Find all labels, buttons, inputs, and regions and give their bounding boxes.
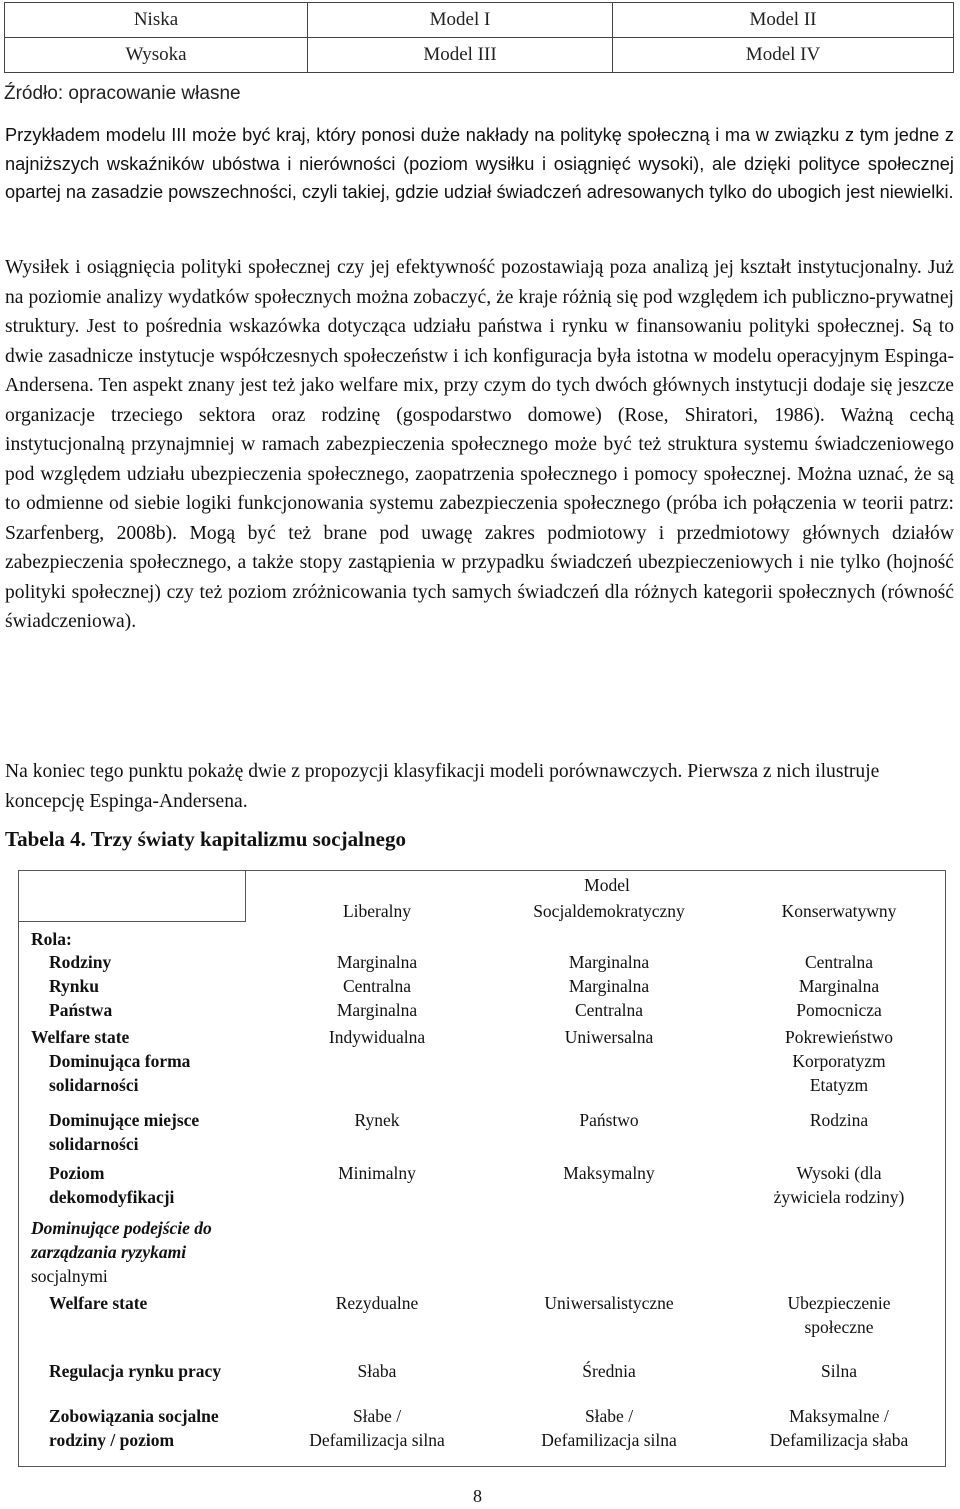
table-cell: Wysoka [5, 38, 308, 73]
row-label: rodziny / poziom [49, 1430, 175, 1450]
table-cell: Pokrewieństwo [785, 1027, 893, 1047]
table-cell: Marginalna [336, 1000, 418, 1020]
table-cell: Słabe / [352, 1406, 402, 1426]
table-cell: Marginalna [568, 976, 650, 996]
table-cell: Model II [613, 3, 954, 38]
paragraph: Wysiłek i osiągnięcia polityki społecznej czy jej efektywność pozostawiają poza analizą jej kształt instytucjonalny. Już na poziomie analizy wydatków społecznych można zobaczyć, że kraje różnią się pod względem ich publiczno-prywatnej struktury. Jest to pośrednia wskazówka dotycząca udziału państwa i rynku w finansowaniu polityki społecznej. Są to dwie zasadnicze instytucje współczesnych społeczeństw i ich konfiguracja była istotna w modelu operacyjnym Espinga-Andersena. Ten aspekt znany jest też jako welfare mix, przy czym do tych dwóch głównych instytucji dodaje się jeszcze organizacje trzeciego sektora oraz rodzinę (gospodarstwo domowe) (Rose, Shiratori, 1986). Ważną cechą instytucjonalną przynajmniej w ramach zabezpieczenia społecznego może być też struktura systemu świadczeniowego pod względem udziału ubezpieczenia społecznego, zaopatrzenia społecznego i pomocy społecznej. Można uznać, że są to odmienne od siebie logiki funkcjonowania systemu zabezpieczenia społecznego (próba ich połączenia w teorii patrz: Szarfenberg, 2008b). Mogą być też brane pod uwagę zakres podmiotowy i przedmiotowy głównych działów zabezpieczenia społecznego, a także stopy zastąpienia w przypadku świadczeń ubezpieczeniowych i nie tylko (hojność polityki społecznej) czy też poziom zróżnicowania tych samych świadczeń dla różnych kategorii społecznych (równość świadczeniowa). [5, 257, 954, 632]
paragraph: Przykładem modelu III może być kraj, który ponosi duże nakłady na politykę społeczną i ma w związku z tym jedne z najniższych wskaźników ubóstwa i nierówności (poziom wysiłku i osiągnięć wysoki), ale dzięki polityce społecznej opartej na zasadzie powszechności, czyli takiej, gdzie udział świadczeń adresowanych tylko do ubogich jest niewielki. [5, 125, 954, 203]
row-label: Dominujące miejsce [49, 1110, 200, 1130]
table-title: Tabela 4. Trzy światy kapitalizmu socjalnego [5, 827, 406, 851]
table-cell: Maksymalne / [789, 1406, 889, 1426]
welfare-regimes-table [18, 870, 946, 1467]
table-cell: Korporatyzm [792, 1051, 886, 1071]
table-cell: Państwo [579, 1110, 639, 1130]
table-cell: Silna [821, 1361, 857, 1381]
empty-header-cell [19, 871, 246, 922]
table-cell: Defamilizacja silna [541, 1430, 677, 1450]
table-cell: Średnia [582, 1361, 636, 1381]
row-label: Poziom [49, 1163, 105, 1183]
model-header: Model [584, 875, 630, 895]
column-header: Liberalny [342, 901, 412, 921]
row-label: socjalnymi [31, 1266, 108, 1286]
table-cell: Model I [308, 3, 613, 38]
row-label: solidarności [49, 1075, 139, 1095]
table-cell: Centralna [342, 976, 412, 996]
table-cell: Rodzina [809, 1110, 869, 1130]
table-cell: Marginalna [568, 952, 650, 972]
classification-table [4, 2, 954, 73]
row-label: Welfare state [31, 1027, 130, 1047]
table-cell: Pomocnicza [796, 1000, 882, 1020]
table-cell: Indywidualna [328, 1027, 426, 1047]
row-label: Rola: [31, 929, 72, 949]
column-header: Socjaldemokratyczny [533, 901, 685, 921]
table-cell: Marginalna [336, 952, 418, 972]
table-cell: Słaba [357, 1361, 397, 1381]
table-cell: Defamilizacja silna [309, 1430, 445, 1450]
row-label: dekomodyfikacji [49, 1187, 175, 1207]
page-number: 8 [473, 1486, 482, 1506]
table-cell: Uniwersalna [564, 1027, 654, 1047]
table-cell: Model III [308, 38, 613, 73]
table-cell: Model IV [613, 38, 954, 73]
table-cell: Wysoki (dla [796, 1163, 882, 1183]
table-cell: Defamilizacja słaba [769, 1430, 909, 1450]
row-label: Rynku [49, 976, 99, 996]
row-label: Zobowiązania socjalne [49, 1406, 219, 1426]
table-cell: Ubezpieczenie [787, 1293, 891, 1313]
table-cell: społeczne [804, 1317, 874, 1337]
table-row [5, 3, 954, 38]
table-cell: Centralna [574, 1000, 644, 1020]
table-cell: Minimalny [338, 1163, 416, 1183]
table-row [5, 38, 954, 73]
row-label: Państwa [49, 1000, 113, 1020]
table-cell: Rynek [354, 1110, 400, 1130]
table-cell: Niska [5, 3, 308, 38]
table-cell: żywiciela rodziny) [773, 1187, 905, 1207]
table-cell: Rezydualne [335, 1293, 419, 1313]
row-label: Dominująca forma [49, 1051, 191, 1071]
row-label: Dominujące podejście do [31, 1218, 212, 1238]
paragraph: Na koniec tego punktu pokażę dwie z propozycji klasyfikacji modeli porównawczych. Pierwsza z nich ilustruje koncepcję Espinga-Andersena. [5, 761, 880, 812]
row-label: Regulacja rynku pracy [49, 1361, 222, 1381]
source-note: Źródło: opracowanie własne [4, 83, 241, 104]
table-cell: Centralna [804, 952, 874, 972]
column-header: Konserwatywny [781, 901, 897, 921]
table-cell: Marginalna [798, 976, 880, 996]
table-cell: Uniwersalistyczne [544, 1293, 674, 1313]
row-label: Rodziny [49, 952, 112, 972]
table-cell: Maksymalny [563, 1163, 655, 1183]
row-label: solidarności [49, 1134, 139, 1154]
row-label: Welfare state [49, 1293, 148, 1313]
table-cell: Słabe / [584, 1406, 634, 1426]
row-label: zarządzania ryzykami [31, 1242, 187, 1262]
table-cell: Etatyzm [809, 1075, 869, 1095]
